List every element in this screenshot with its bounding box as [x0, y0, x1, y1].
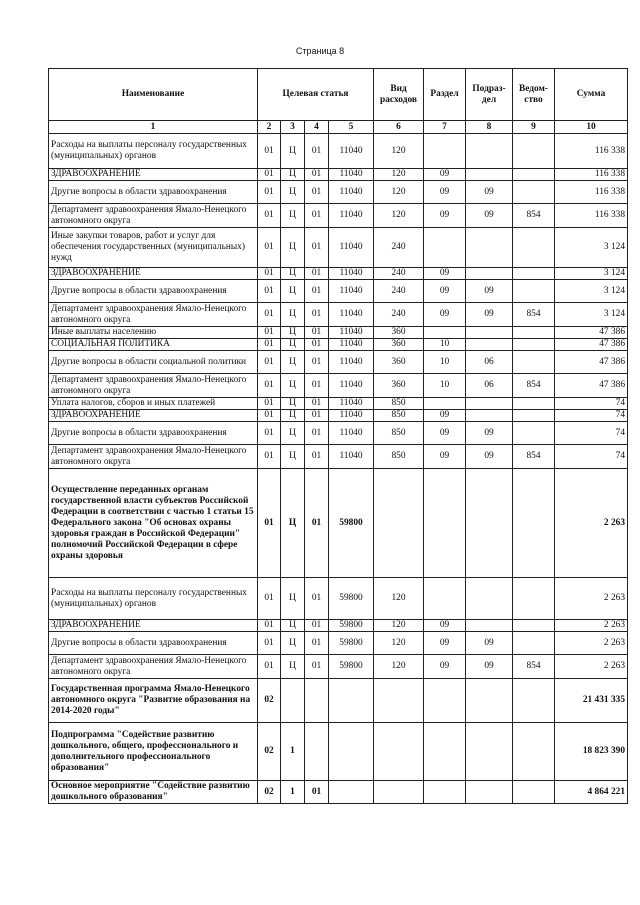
table-row: [49, 280, 628, 303]
subsection-code: 06: [466, 351, 513, 374]
department-code: 854: [513, 445, 555, 469]
amount: 116 338: [555, 134, 628, 169]
column-number: 1: [49, 121, 258, 134]
table-row: [49, 204, 628, 228]
department-code: [513, 620, 555, 632]
section-code: 09: [424, 422, 466, 445]
row-name: Основное мероприятие "Содействие развитию дошкольного образования": [49, 781, 258, 804]
target-code-subprogram: Ц: [281, 204, 305, 228]
target-code-direction: 11040: [329, 339, 374, 351]
expense-type: 850: [374, 422, 424, 445]
row-name: Департамент здравоохранения Ямало-Ненецкого автономного округа: [49, 204, 258, 228]
target-code-program: 01: [258, 303, 281, 327]
department-code: [513, 781, 555, 804]
row-name: Государственная программа Ямало-Ненецкого автономного округа "Развитие образования на 2014-2020 годы": [49, 679, 258, 723]
header-target: Целевая статья: [258, 69, 374, 121]
section-code: [424, 134, 466, 169]
expense-type: 120: [374, 181, 424, 204]
amount: 47 386: [555, 327, 628, 339]
target-code-program: 01: [258, 398, 281, 410]
subsection-code: 09: [466, 445, 513, 469]
subsection-code: [466, 268, 513, 280]
table-row: [49, 578, 628, 620]
target-code-direction: 11040: [329, 374, 374, 398]
target-code-subprogram: [281, 679, 305, 723]
header-vedomstvo: Ведом-ство: [513, 69, 555, 121]
amount: 2 263: [555, 655, 628, 679]
target-code-program: 01: [258, 204, 281, 228]
column-number: 6: [374, 121, 424, 134]
target-code-subprogram: Ц: [281, 327, 305, 339]
subsection-code: [466, 134, 513, 169]
department-code: 854: [513, 374, 555, 398]
subsection-code: 09: [466, 632, 513, 655]
table-header-row: [49, 69, 628, 121]
section-code: [424, 723, 466, 781]
amount: 116 338: [555, 204, 628, 228]
department-code: [513, 134, 555, 169]
target-code-subprogram: Ц: [281, 410, 305, 422]
row-name: Департамент здравоохранения Ямало-Ненецкого автономного округа: [49, 374, 258, 398]
subsection-code: 09: [466, 280, 513, 303]
amount: 21 431 335: [555, 679, 628, 723]
subsection-code: [466, 339, 513, 351]
amount: 3 124: [555, 268, 628, 280]
target-code-direction: 11040: [329, 134, 374, 169]
target-code-subprogram: Ц: [281, 445, 305, 469]
section-code: 10: [424, 351, 466, 374]
target-code-subprogram: Ц: [281, 181, 305, 204]
table-row: [49, 351, 628, 374]
target-code-direction: 11040: [329, 228, 374, 268]
expense-type: 850: [374, 398, 424, 410]
target-code-subprogram: Ц: [281, 632, 305, 655]
department-code: [513, 327, 555, 339]
subsection-code: [466, 679, 513, 723]
target-code-subprogram: Ц: [281, 339, 305, 351]
target-code-subprogram: Ц: [281, 469, 305, 578]
expense-type: 120: [374, 620, 424, 632]
table-row: [49, 410, 628, 422]
amount: 2 263: [555, 469, 628, 578]
target-code-subprogram: Ц: [281, 398, 305, 410]
table-row: [49, 339, 628, 351]
subsection-code: [466, 169, 513, 181]
target-code-program: 01: [258, 655, 281, 679]
row-name: Департамент здравоохранения Ямало-Ненецкого автономного округа: [49, 445, 258, 469]
target-code-direction: 11040: [329, 327, 374, 339]
target-code-program: 01: [258, 339, 281, 351]
amount: 74: [555, 398, 628, 410]
expense-type: 120: [374, 632, 424, 655]
target-code-subprogram: Ц: [281, 134, 305, 169]
column-number: 7: [424, 121, 466, 134]
section-code: 09: [424, 280, 466, 303]
header-vid: Вид расходов: [374, 69, 424, 121]
section-code: 09: [424, 655, 466, 679]
expense-type: 360: [374, 339, 424, 351]
section-code: 09: [424, 445, 466, 469]
target-code-program: 01: [258, 327, 281, 339]
expense-type: 360: [374, 374, 424, 398]
header-razdel: Раздел: [424, 69, 466, 121]
table-row: [49, 655, 628, 679]
page-label: Страница 8: [295, 46, 345, 56]
target-code-direction: [329, 679, 374, 723]
table-row: [49, 303, 628, 327]
row-name: Расходы на выплаты персоналу государственных (муниципальных) органов: [49, 134, 258, 169]
target-code-program: 01: [258, 228, 281, 268]
target-code-event: 01: [305, 134, 329, 169]
expense-type: 120: [374, 134, 424, 169]
target-code-direction: 11040: [329, 280, 374, 303]
department-code: [513, 339, 555, 351]
target-code-event: 01: [305, 655, 329, 679]
target-code-subprogram: Ц: [281, 268, 305, 280]
table-row: [49, 445, 628, 469]
amount: 2 263: [555, 632, 628, 655]
table-row: [49, 181, 628, 204]
amount: 3 124: [555, 228, 628, 268]
expense-type: 850: [374, 445, 424, 469]
target-code-direction: 11040: [329, 422, 374, 445]
target-code-event: 01: [305, 632, 329, 655]
amount: 74: [555, 445, 628, 469]
expense-type: [374, 723, 424, 781]
target-code-subprogram: Ц: [281, 228, 305, 268]
column-number: 2: [258, 121, 281, 134]
target-code-program: 01: [258, 578, 281, 620]
row-name: Иные выплаты населению: [49, 327, 258, 339]
table-row: [49, 228, 628, 268]
target-code-event: 01: [305, 578, 329, 620]
section-code: [424, 578, 466, 620]
target-code-event: 01: [305, 374, 329, 398]
row-name: Другие вопросы в области социальной политики: [49, 351, 258, 374]
target-code-subprogram: Ц: [281, 169, 305, 181]
row-name: ЗДРАВООХРАНЕНИЕ: [49, 268, 258, 280]
expense-type: 360: [374, 327, 424, 339]
department-code: [513, 469, 555, 578]
target-code-program: 02: [258, 679, 281, 723]
header-summa: Сумма: [555, 69, 628, 121]
subsection-code: 09: [466, 655, 513, 679]
amount: 3 124: [555, 280, 628, 303]
row-name: СОЦИАЛЬНАЯ ПОЛИТИКА: [49, 339, 258, 351]
target-code-program: 01: [258, 422, 281, 445]
header-name: Наименование: [49, 69, 258, 121]
table-row: [49, 620, 628, 632]
target-code-subprogram: 1: [281, 723, 305, 781]
target-code-direction: 59800: [329, 578, 374, 620]
target-code-program: 01: [258, 445, 281, 469]
target-code-event: 01: [305, 280, 329, 303]
target-code-subprogram: Ц: [281, 374, 305, 398]
target-code-event: 01: [305, 339, 329, 351]
subsection-code: 09: [466, 181, 513, 204]
target-code-event: [305, 679, 329, 723]
target-code-direction: 11040: [329, 398, 374, 410]
table-row: [49, 632, 628, 655]
target-code-program: 01: [258, 632, 281, 655]
amount: 3 124: [555, 303, 628, 327]
subsection-code: [466, 578, 513, 620]
budget-table: [48, 68, 628, 804]
target-code-program: 01: [258, 280, 281, 303]
amount: 47 386: [555, 374, 628, 398]
table-row: [49, 134, 628, 169]
section-code: [424, 469, 466, 578]
subsection-code: [466, 723, 513, 781]
row-name: Другие вопросы в области здравоохранения: [49, 422, 258, 445]
department-code: [513, 181, 555, 204]
amount: 116 338: [555, 169, 628, 181]
subsection-code: 09: [466, 422, 513, 445]
row-name: ЗДРАВООХРАНЕНИЕ: [49, 169, 258, 181]
section-code: [424, 327, 466, 339]
expense-type: 240: [374, 280, 424, 303]
subsection-code: [466, 327, 513, 339]
department-code: [513, 228, 555, 268]
target-code-event: 01: [305, 268, 329, 280]
target-code-program: 01: [258, 134, 281, 169]
subsection-code: 06: [466, 374, 513, 398]
row-name: Другие вопросы в области здравоохранения: [49, 181, 258, 204]
section-code: 10: [424, 339, 466, 351]
row-name: Другие вопросы в области здравоохранения: [49, 280, 258, 303]
amount: 116 338: [555, 181, 628, 204]
target-code-event: 01: [305, 181, 329, 204]
expense-type: 240: [374, 228, 424, 268]
department-code: [513, 398, 555, 410]
amount: 47 386: [555, 351, 628, 374]
target-code-event: 01: [305, 351, 329, 374]
target-code-event: [305, 723, 329, 781]
column-number: 3: [281, 121, 305, 134]
row-name: Департамент здравоохранения Ямало-Ненецкого автономного округа: [49, 655, 258, 679]
table-row: [49, 723, 628, 781]
target-code-direction: 11040: [329, 204, 374, 228]
target-code-direction: 11040: [329, 181, 374, 204]
expense-type: [374, 469, 424, 578]
department-code: [513, 578, 555, 620]
department-code: 854: [513, 204, 555, 228]
expense-type: 240: [374, 303, 424, 327]
target-code-direction: 59800: [329, 655, 374, 679]
expense-type: 240: [374, 268, 424, 280]
target-code-direction: [329, 781, 374, 804]
department-code: [513, 351, 555, 374]
expense-type: [374, 679, 424, 723]
row-name: Департамент здравоохранения Ямало-Ненецкого автономного округа: [49, 303, 258, 327]
amount: 74: [555, 410, 628, 422]
subsection-code: [466, 410, 513, 422]
section-code: [424, 228, 466, 268]
expense-type: 850: [374, 410, 424, 422]
target-code-direction: 59800: [329, 469, 374, 578]
target-code-direction: 11040: [329, 351, 374, 374]
amount: 2 263: [555, 578, 628, 620]
row-name: Осуществление переданных органам государственной власти субъектов Российской Федерации в соответствии с частью 1 статьи 15 Федерального закона "Об основах охраны здоровья граждан в Российской Федерации" полномочий Российской Федерации в сфере охраны здоровья: [49, 469, 258, 578]
section-code: 09: [424, 181, 466, 204]
target-code-direction: 59800: [329, 620, 374, 632]
amount: 18 823 390: [555, 723, 628, 781]
target-code-event: 01: [305, 398, 329, 410]
row-name: Другие вопросы в области здравоохранения: [49, 632, 258, 655]
department-code: 854: [513, 303, 555, 327]
department-code: [513, 679, 555, 723]
target-code-direction: [329, 723, 374, 781]
target-code-subprogram: Ц: [281, 351, 305, 374]
row-name: ЗДРАВООХРАНЕНИЕ: [49, 410, 258, 422]
target-code-program: 01: [258, 268, 281, 280]
table-row: [49, 398, 628, 410]
target-code-program: 01: [258, 410, 281, 422]
subsection-code: [466, 469, 513, 578]
target-code-direction: 11040: [329, 303, 374, 327]
section-code: 09: [424, 204, 466, 228]
table-row: [49, 469, 628, 578]
target-code-event: 01: [305, 469, 329, 578]
table-row: [49, 327, 628, 339]
expense-type: 120: [374, 578, 424, 620]
section-code: 09: [424, 303, 466, 327]
table-row: [49, 422, 628, 445]
section-code: [424, 679, 466, 723]
amount: 47 386: [555, 339, 628, 351]
subsection-code: [466, 398, 513, 410]
target-code-subprogram: Ц: [281, 578, 305, 620]
subsection-code: [466, 620, 513, 632]
expense-type: 120: [374, 204, 424, 228]
amount: 2 263: [555, 620, 628, 632]
expense-type: 120: [374, 169, 424, 181]
target-code-event: 01: [305, 422, 329, 445]
row-name: Иные закупки товаров, работ и услуг для обеспечения государственных (муниципальных) нужд: [49, 228, 258, 268]
target-code-event: 01: [305, 781, 329, 804]
amount: 4 864 221: [555, 781, 628, 804]
column-number: 5: [329, 121, 374, 134]
department-code: [513, 268, 555, 280]
target-code-subprogram: Ц: [281, 655, 305, 679]
target-code-event: 01: [305, 303, 329, 327]
column-number: 10: [555, 121, 628, 134]
target-code-event: 01: [305, 445, 329, 469]
target-code-subprogram: Ц: [281, 303, 305, 327]
section-code: 10: [424, 374, 466, 398]
column-number-row: [49, 121, 628, 134]
target-code-event: 01: [305, 169, 329, 181]
column-number: 8: [466, 121, 513, 134]
column-number: 9: [513, 121, 555, 134]
table-row: [49, 679, 628, 723]
amount: 74: [555, 422, 628, 445]
subsection-code: [466, 228, 513, 268]
target-code-direction: 11040: [329, 169, 374, 181]
department-code: [513, 169, 555, 181]
department-code: [513, 410, 555, 422]
expense-type: 360: [374, 351, 424, 374]
target-code-direction: 11040: [329, 410, 374, 422]
target-code-subprogram: Ц: [281, 280, 305, 303]
target-code-direction: 11040: [329, 445, 374, 469]
department-code: [513, 422, 555, 445]
target-code-program: 01: [258, 181, 281, 204]
section-code: 09: [424, 410, 466, 422]
target-code-program: 01: [258, 169, 281, 181]
table-row: [49, 169, 628, 181]
column-number: 4: [305, 121, 329, 134]
subsection-code: [466, 781, 513, 804]
target-code-event: 01: [305, 327, 329, 339]
target-code-subprogram: Ц: [281, 422, 305, 445]
target-code-program: 01: [258, 620, 281, 632]
row-name: Подпрограмма "Содействие развитию дошкольного, общего, профессионального и дополнительного профессионального образования": [49, 723, 258, 781]
department-code: [513, 280, 555, 303]
expense-type: 120: [374, 655, 424, 679]
target-code-event: 01: [305, 410, 329, 422]
table-row: [49, 268, 628, 280]
department-code: 854: [513, 655, 555, 679]
department-code: [513, 632, 555, 655]
target-code-event: 01: [305, 620, 329, 632]
target-code-direction: 59800: [329, 632, 374, 655]
target-code-program: 02: [258, 781, 281, 804]
target-code-program: 01: [258, 351, 281, 374]
expense-type: [374, 781, 424, 804]
section-code: 09: [424, 632, 466, 655]
table-row: [49, 374, 628, 398]
row-name: Уплата налогов, сборов и иных платежей: [49, 398, 258, 410]
header-podrazdel: Подраз-дел: [466, 69, 513, 121]
section-code: 09: [424, 620, 466, 632]
table-row: [49, 781, 628, 804]
row-name: Расходы на выплаты персоналу государственных (муниципальных) органов: [49, 578, 258, 620]
target-code-direction: 11040: [329, 268, 374, 280]
section-code: [424, 398, 466, 410]
target-code-subprogram: Ц: [281, 620, 305, 632]
target-code-program: 01: [258, 374, 281, 398]
target-code-program: 01: [258, 469, 281, 578]
section-code: 09: [424, 169, 466, 181]
section-code: [424, 781, 466, 804]
row-name: ЗДРАВООХРАНЕНИЕ: [49, 620, 258, 632]
subsection-code: 09: [466, 303, 513, 327]
target-code-event: 01: [305, 204, 329, 228]
subsection-code: 09: [466, 204, 513, 228]
department-code: [513, 723, 555, 781]
target-code-program: 02: [258, 723, 281, 781]
section-code: 09: [424, 268, 466, 280]
target-code-subprogram: 1: [281, 781, 305, 804]
target-code-event: 01: [305, 228, 329, 268]
